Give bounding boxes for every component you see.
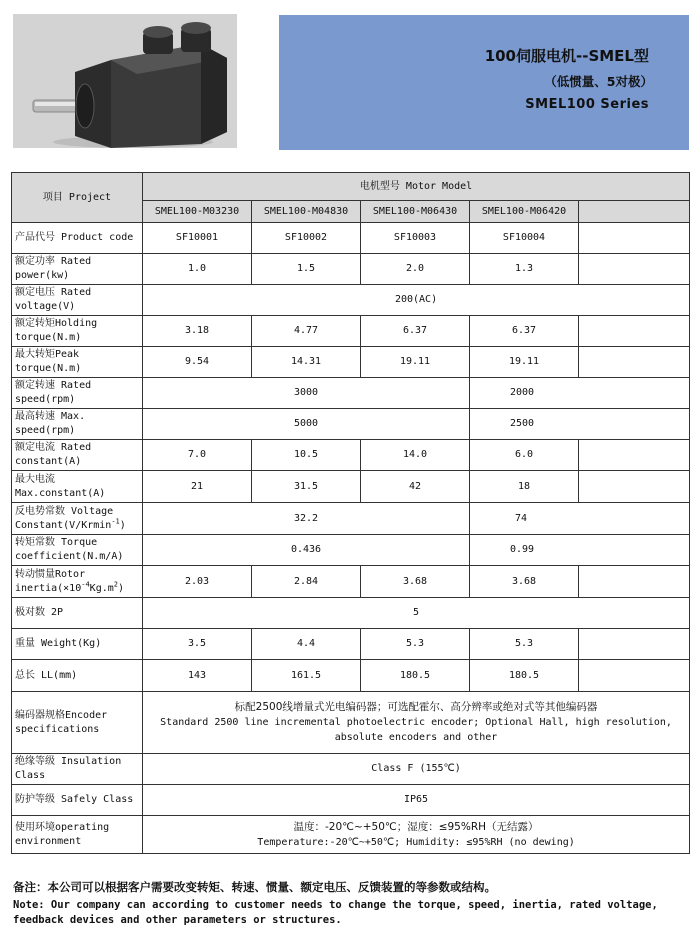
cell-value: 1.0	[143, 254, 252, 285]
empty-cell	[579, 316, 690, 347]
label-text: )	[119, 519, 126, 531]
row-label: 额定转速 Rated speed(rpm)	[12, 378, 143, 409]
table-row	[12, 285, 690, 316]
table-row	[12, 316, 690, 347]
encoder-text-cn: 标配2500线增量式光电编码器；可选配霍尔、高分辨率或绝对式等其他编码器	[234, 701, 598, 713]
table-row	[12, 503, 690, 535]
cell-value: 3000	[143, 378, 470, 409]
row-label	[12, 566, 143, 598]
empty-cell	[579, 254, 690, 285]
row-label: 最大电流 Max.constant(A)	[12, 471, 143, 503]
cell-value: 3.68	[361, 566, 470, 598]
row-label	[12, 503, 143, 535]
row-label: 额定转矩Holding torque(N.m)	[12, 316, 143, 347]
cell-value: 5.3	[470, 629, 579, 660]
model-name: SMEL100-M06420	[470, 201, 579, 223]
environment-cell	[143, 816, 690, 854]
table-row	[12, 254, 690, 285]
note-cn: 备注：本公司可以根据客户需要改变转矩、转速、惯量、额定电压、反馈装置的等参数或结构。	[13, 880, 496, 894]
cell-value: 7.0	[143, 440, 252, 471]
cell-value: 1.5	[252, 254, 361, 285]
table-row	[12, 409, 690, 440]
cell-value: 143	[143, 660, 252, 692]
cell-value: 1.3	[470, 254, 579, 285]
table-row	[12, 223, 690, 254]
servo-motor-image	[13, 14, 237, 148]
table-row	[12, 347, 690, 378]
cell-value: 74	[470, 503, 690, 535]
cell-value: 32.2	[143, 503, 470, 535]
label-text: 转动惯量Rotor inertia(×10	[15, 568, 86, 594]
empty-cell	[579, 471, 690, 503]
label-text: )	[117, 582, 125, 594]
model-name: SMEL100-M03230	[143, 201, 252, 223]
row-label: 绝缘等级 Insulation Class	[12, 754, 143, 785]
environment-text-cn: 温度：-20℃~+50℃；湿度：≤95%RH（无结露）	[293, 820, 539, 833]
spec-table	[11, 172, 690, 854]
cell-value: 0.99	[470, 535, 690, 566]
cell-value: 200(AC)	[143, 285, 690, 316]
empty-cell	[579, 440, 690, 471]
cell-value: SF10003	[361, 223, 470, 254]
model-header: 电机型号 Motor Model	[143, 173, 690, 201]
model-name: SMEL100-M06430	[361, 201, 470, 223]
table-row	[12, 598, 690, 629]
cell-value: 6.37	[361, 316, 470, 347]
table-row	[12, 566, 690, 598]
table-row	[12, 471, 690, 503]
empty-cell	[579, 201, 690, 223]
empty-cell	[579, 347, 690, 378]
table-row	[12, 660, 690, 692]
cell-value: 21	[143, 471, 252, 503]
row-label: 最大转矩Peak torque(N.m)	[12, 347, 143, 378]
cell-value: 2500	[470, 409, 690, 440]
cell-value: 2.0	[361, 254, 470, 285]
table-row	[12, 754, 690, 785]
row-label: 使用环境operating environment	[12, 816, 143, 854]
encoder-cell	[143, 692, 690, 754]
cell-value: 3.5	[143, 629, 252, 660]
model-name: SMEL100-M04830	[252, 201, 361, 223]
cell-value: 31.5	[252, 471, 361, 503]
table-row	[12, 440, 690, 471]
cell-value: 18	[470, 471, 579, 503]
cell-value: 180.5	[361, 660, 470, 692]
empty-cell	[579, 660, 690, 692]
cell-value: 3.68	[470, 566, 579, 598]
cell-value: 0.436	[143, 535, 470, 566]
table-row	[12, 535, 690, 566]
row-label: 极对数 2P	[12, 598, 143, 629]
cell-value: SF10001	[143, 223, 252, 254]
item-header: 项目 Project	[12, 173, 143, 223]
label-superscript: -4	[81, 580, 90, 589]
cell-value: 42	[361, 471, 470, 503]
cell-value: 4.77	[252, 316, 361, 347]
page-title: 100伺服电机--SMEL型	[484, 47, 649, 65]
cell-value: 10.5	[252, 440, 361, 471]
cell-value: 180.5	[470, 660, 579, 692]
row-label: 编码器规格Encoder specifications	[12, 692, 143, 754]
cell-value: 5.3	[361, 629, 470, 660]
cell-value: 3.18	[143, 316, 252, 347]
cell-value: Class F (155℃)	[143, 754, 690, 785]
cell-value: 19.11	[361, 347, 470, 378]
cell-value: SF10004	[470, 223, 579, 254]
cell-value: 2.03	[143, 566, 252, 598]
table-row	[12, 692, 690, 754]
cell-value: 2.84	[252, 566, 361, 598]
note-en: Note: Our company can according to customer needs to change the torque, speed, inertia, rated voltage, feedback devices and other parameters or structures.	[13, 899, 658, 926]
cell-value: 5	[143, 598, 690, 629]
cell-value: 4.4	[252, 629, 361, 660]
empty-cell	[579, 566, 690, 598]
empty-cell	[579, 629, 690, 660]
cell-value: SF10002	[252, 223, 361, 254]
cell-value: 19.11	[470, 347, 579, 378]
cell-value: 6.0	[470, 440, 579, 471]
cell-value: IP65	[143, 785, 690, 816]
table-row	[12, 378, 690, 409]
title-banner	[279, 15, 689, 150]
cell-value: 5000	[143, 409, 470, 440]
encoder-text-en: Standard 2500 line incremental photoelectric encoder; Optional Hall, high resolution, absolute encoders and other	[160, 717, 672, 743]
cell-value: 14.0	[361, 440, 470, 471]
table-row	[12, 629, 690, 660]
cell-value: 2000	[470, 378, 690, 409]
motor-photo	[13, 14, 237, 148]
row-label: 产品代号 Product code	[12, 223, 143, 254]
table-row	[12, 816, 690, 854]
label-superscript: -1	[111, 517, 120, 526]
empty-cell	[579, 223, 690, 254]
row-label: 额定功率 Rated power(kw)	[12, 254, 143, 285]
label-text: Kg.m	[89, 582, 114, 594]
label-superscript: 2	[113, 580, 118, 589]
row-label: 重量 Weight(Kg)	[12, 629, 143, 660]
row-label: 额定电压 Rated voltage(V)	[12, 285, 143, 316]
row-label: 额定电流 Rated constant(A)	[12, 440, 143, 471]
label-text: 反电势常数 Voltage Constant(V/Krmin	[15, 505, 114, 531]
row-label: 最高转速 Max. speed(rpm)	[12, 409, 143, 440]
row-label: 总长 LL(mm)	[12, 660, 143, 692]
environment-text-en: Temperature:-20℃~+50℃; Humidity: ≤95%RH (no dewing)	[257, 836, 575, 848]
header-row	[12, 173, 690, 201]
cell-value: 9.54	[143, 347, 252, 378]
table-row	[12, 785, 690, 816]
row-label: 转矩常数 Torque coefficient(N.m/A)	[12, 535, 143, 566]
cell-value: 14.31	[252, 347, 361, 378]
cell-value: 6.37	[470, 316, 579, 347]
page-subtitle: （低惯量、5对极）	[544, 74, 653, 89]
series-name: SMEL100 Series	[525, 97, 649, 112]
cell-value: 161.5	[252, 660, 361, 692]
row-label: 防护等级 Safely Class	[12, 785, 143, 816]
